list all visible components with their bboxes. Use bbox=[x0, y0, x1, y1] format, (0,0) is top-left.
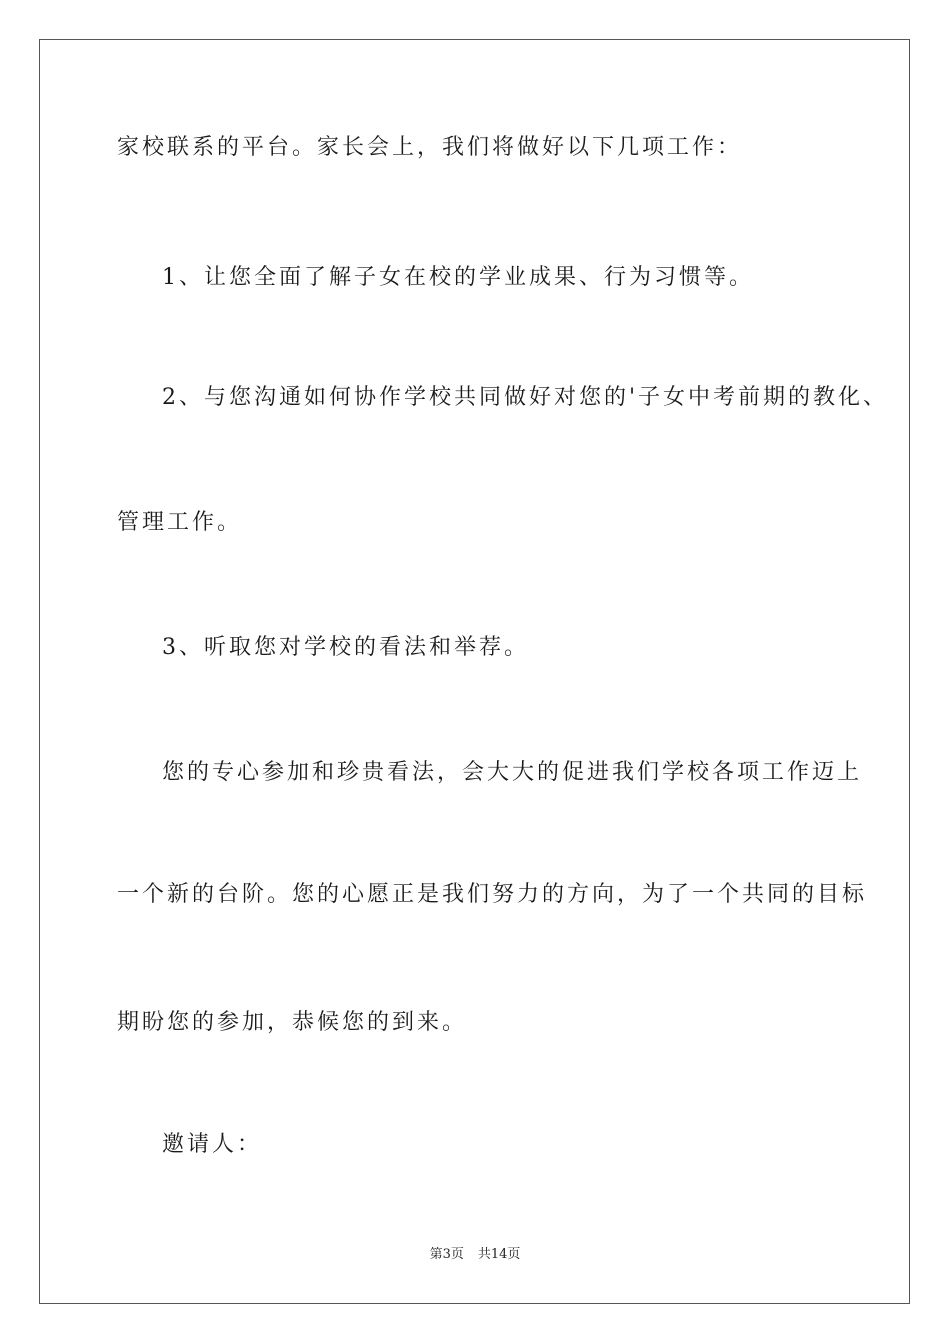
list-item-2: 2、与您沟通如何协作学校共同做好对您的'子女中考前期的教化、 bbox=[162, 385, 889, 410]
list-item-2-continued: 管理工作。 bbox=[117, 510, 243, 535]
closing-paragraph-line: 期盼您的参加，恭候您的到来。 bbox=[117, 1010, 468, 1035]
closing-paragraph-line: 一个新的台阶。您的心愿正是我们努力的方向，为了一个共同的目标 bbox=[117, 882, 868, 907]
list-item-1: 1、让您全面了解子女在校的学业成果、行为习惯等。 bbox=[162, 265, 754, 290]
paragraph-line: 家校联系的平台。家长会上，我们将做好以下几项工作： bbox=[117, 135, 743, 160]
closing-paragraph-line: 您的专心参加和珍贵看法，会大大的促进我们学校各项工作迈上 bbox=[162, 760, 863, 785]
inviter-label: 邀请人： bbox=[162, 1132, 263, 1157]
page-number: 第3页 bbox=[429, 1247, 464, 1262]
list-item-3: 3、听取您对学校的看法和举荐。 bbox=[162, 635, 529, 660]
page-border bbox=[39, 39, 910, 1304]
page-total: 共14页 bbox=[477, 1247, 521, 1262]
page-footer bbox=[0, 1246, 950, 1264]
